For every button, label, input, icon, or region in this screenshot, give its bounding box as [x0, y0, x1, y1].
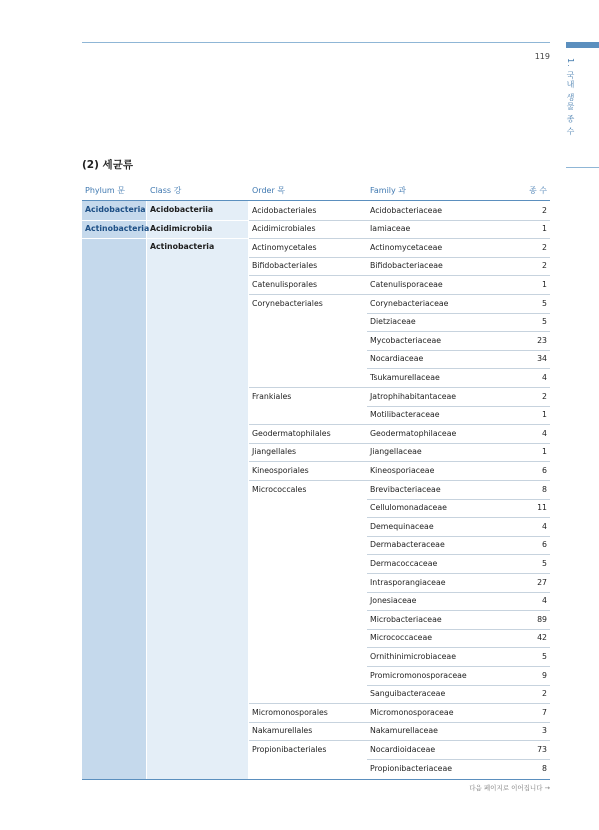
count-cell: 2 [542, 392, 547, 401]
row-divider [367, 629, 550, 630]
count-cell: 27 [537, 578, 547, 587]
section-title: (2) 세균류 [82, 159, 133, 171]
row-divider [367, 554, 550, 555]
family-cell: Catenulisporaceae [370, 280, 443, 289]
family-cell: Kineosporiaceae [370, 466, 435, 475]
count-cell: 4 [542, 596, 547, 605]
chapter-side-label: 1. 국내 생물 종 수 [566, 58, 575, 136]
order-cell: Propionibacteriales [252, 745, 327, 754]
order-cell: Frankiales [252, 392, 292, 401]
order-cell: Acidobacteriales [252, 206, 317, 215]
family-cell: Acidobacteriaceae [370, 206, 443, 215]
group-divider [82, 220, 249, 221]
row-divider [367, 499, 550, 500]
order-cell: Micrococcales [252, 485, 307, 494]
family-cell: Motilibacteraceae [370, 410, 440, 419]
class-column [147, 201, 248, 779]
count-cell: 6 [542, 466, 547, 475]
page-number: 119 [534, 52, 550, 61]
header-class: Class 강 [150, 186, 182, 195]
order-cell: Catenulisporales [252, 280, 318, 289]
header-count: 종 수 [529, 186, 547, 195]
count-cell: 42 [537, 633, 547, 642]
order-cell: Kineosporiales [252, 466, 309, 475]
order-cell: Corynebacteriales [252, 299, 323, 308]
order-divider [249, 722, 367, 723]
order-cell: Acidimicrobiales [252, 224, 316, 233]
table-header [82, 182, 550, 201]
family-cell: Nocardiaceae [370, 354, 424, 363]
order-cell: Nakamurellales [252, 726, 313, 735]
order-cell: Jiangellales [252, 447, 297, 456]
count-cell: 73 [537, 745, 547, 754]
family-cell: Iamiaceae [370, 224, 411, 233]
row-divider [367, 592, 550, 593]
family-cell: Cellulomonadaceae [370, 503, 447, 512]
phylum-cell: Acidobacteria [85, 205, 146, 214]
count-cell: 6 [542, 540, 547, 549]
count-cell: 1 [542, 280, 547, 289]
order-cell: Bifidobacteriales [252, 261, 318, 270]
row-divider [367, 220, 550, 221]
count-cell: 1 [542, 224, 547, 233]
row-divider [367, 350, 550, 351]
row-divider [367, 685, 550, 686]
order-divider [249, 703, 367, 704]
row-divider [367, 647, 550, 648]
order-divider [249, 480, 367, 481]
count-cell: 5 [542, 559, 547, 568]
row-divider [367, 424, 550, 425]
count-cell: 1 [542, 447, 547, 456]
count-cell: 2 [542, 243, 547, 252]
count-cell: 5 [542, 652, 547, 661]
order-cell: Geodermatophilales [252, 429, 331, 438]
row-divider [367, 387, 550, 388]
continued-note: 다음 페이지로 이어집니다 → [469, 784, 550, 792]
row-divider [367, 536, 550, 537]
count-cell: 4 [542, 429, 547, 438]
phylum-cell: Actinobacteria [85, 224, 150, 233]
class-cell: Acidobacteriia [150, 205, 214, 214]
count-cell: 2 [542, 689, 547, 698]
row-divider [367, 368, 550, 369]
class-cell: Acidimicrobiia [150, 224, 213, 233]
count-cell: 2 [542, 206, 547, 215]
count-cell: 4 [542, 522, 547, 531]
group-divider [82, 238, 249, 239]
family-cell: Dermabacteraceae [370, 540, 445, 549]
row-divider [367, 238, 550, 239]
family-cell: Propionibacteriaceae [370, 764, 453, 773]
family-cell: Jiangellaceae [370, 447, 422, 456]
row-divider [367, 257, 550, 258]
side-rule [566, 167, 599, 168]
row-divider [367, 573, 550, 574]
family-cell: Nakamurellaceae [370, 726, 438, 735]
class-cell: Actinobacteria [150, 242, 215, 251]
row-divider [367, 331, 550, 332]
order-divider [249, 220, 367, 221]
family-cell: Micrococcaceae [370, 633, 433, 642]
order-divider [249, 275, 367, 276]
family-cell: Jonesiaceae [370, 596, 417, 605]
count-cell: 5 [542, 317, 547, 326]
row-divider [367, 703, 550, 704]
row-divider [367, 759, 550, 760]
order-cell: Actinomycetales [252, 243, 317, 252]
row-divider [367, 610, 550, 611]
order-divider [249, 387, 367, 388]
row-divider [367, 517, 550, 518]
row-divider [367, 313, 550, 314]
order-divider [249, 740, 367, 741]
count-cell: 23 [537, 336, 547, 345]
count-cell: 1 [542, 410, 547, 419]
family-cell: Dermacoccaceae [370, 559, 438, 568]
count-cell: 4 [542, 373, 547, 382]
family-cell: Corynebacteriaceae [370, 299, 449, 308]
bottom-rule [82, 779, 550, 780]
family-cell: Intrasporangiaceae [370, 578, 446, 587]
count-cell: 34 [537, 354, 547, 363]
family-cell: Ornithinimicrobiaceae [370, 652, 456, 661]
count-cell: 89 [537, 615, 547, 624]
chapter-tab-bar [566, 42, 599, 48]
count-cell: 11 [537, 503, 547, 512]
order-cell: Micromonosporales [252, 708, 328, 717]
family-cell: Sanguibacteraceae [370, 689, 446, 698]
header-phylum: Phylum 문 [85, 186, 125, 195]
count-cell: 7 [542, 708, 547, 717]
family-cell: Promicromonosporaceae [370, 671, 467, 680]
row-divider [367, 461, 550, 462]
family-cell: Micromonosporaceae [370, 708, 454, 717]
count-cell: 2 [542, 261, 547, 270]
row-divider [367, 443, 550, 444]
count-cell: 3 [542, 726, 547, 735]
order-divider [249, 294, 367, 295]
row-divider [367, 406, 550, 407]
family-cell: Brevibacteriaceae [370, 485, 441, 494]
family-cell: Microbacteriaceae [370, 615, 442, 624]
row-divider [367, 740, 550, 741]
family-cell: Jatrophihabitantaceae [370, 392, 457, 401]
family-cell: Dietziaceae [370, 317, 416, 326]
row-divider [367, 480, 550, 481]
phylum-column [82, 201, 146, 779]
family-cell: Geodermatophilaceae [370, 429, 457, 438]
order-divider [249, 461, 367, 462]
family-cell: Tsukamurellaceae [370, 373, 440, 382]
row-divider [367, 666, 550, 667]
header-order: Order 목 [252, 186, 286, 195]
row-divider [367, 275, 550, 276]
count-cell: 5 [542, 299, 547, 308]
family-cell: Bifidobacteriaceae [370, 261, 443, 270]
family-cell: Actinomycetaceae [370, 243, 443, 252]
order-divider [249, 424, 367, 425]
count-cell: 8 [542, 764, 547, 773]
header-family: Family 과 [370, 186, 407, 195]
row-divider [367, 294, 550, 295]
family-cell: Nocardioidaceae [370, 745, 436, 754]
row-divider [367, 722, 550, 723]
family-cell: Demequinaceae [370, 522, 434, 531]
order-divider [249, 238, 367, 239]
order-divider [249, 257, 367, 258]
count-cell: 9 [542, 671, 547, 680]
count-cell: 8 [542, 485, 547, 494]
top-rule [82, 42, 550, 43]
order-divider [249, 443, 367, 444]
family-cell: Mycobacteriaceae [370, 336, 442, 345]
